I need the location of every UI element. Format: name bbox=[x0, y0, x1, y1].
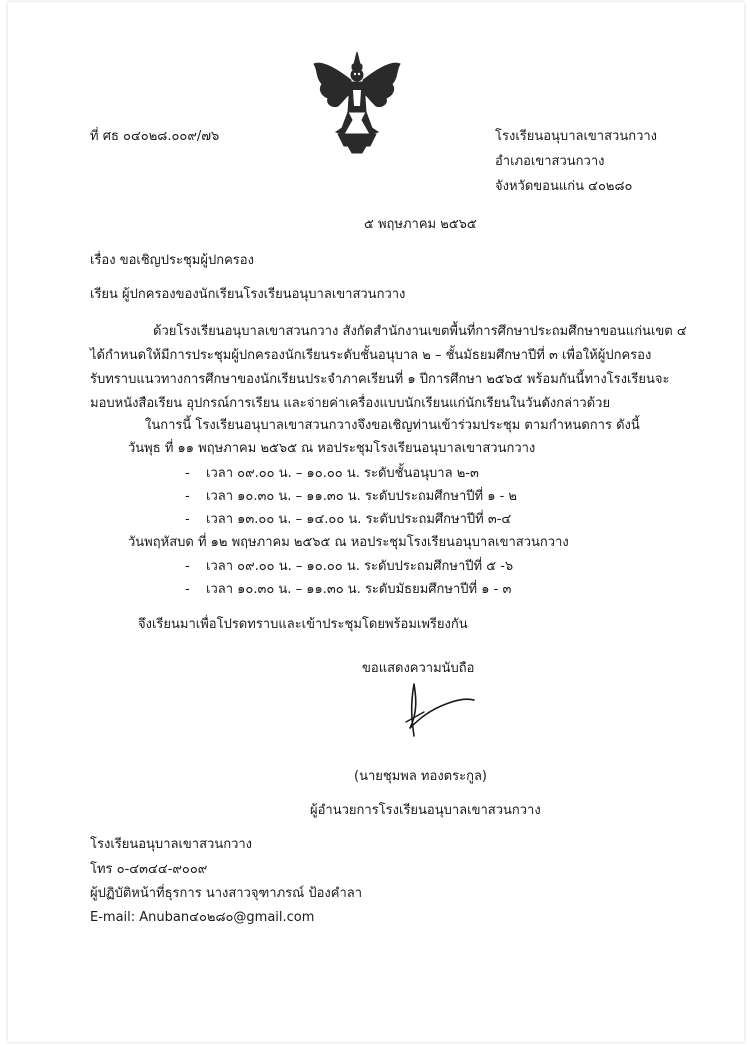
schedule-day2-item: เวลา ๐๙.๐๐ น. – ๑๐.๐๐ น. ระดับประถมศึกษาปีที่ ๕ -๖ bbox=[206, 559, 514, 574]
schedule-day1-item: เวลา ๐๙.๐๐ น. – ๑๐.๐๐ น. ระดับชั้นอนุบาล ๒-๓ bbox=[206, 466, 479, 481]
sender-school: โรงเรียนอนุบาลเขาสวนกวาง bbox=[495, 129, 658, 144]
body-para1-line1: ด้วยโรงเรียนอนุบาลเขาสวนกวาง สังกัดสำนักงานเขตพื้นที่การศึกษาประถมศึกษาขอนแก่นเขต ๔ bbox=[153, 324, 687, 339]
letter-page bbox=[8, 2, 744, 1042]
signatory-position: ผู้อำนวยการโรงเรียนอนุบาลเขาสวนกวาง bbox=[310, 803, 541, 818]
schedule-day1-item: เวลา ๑๓.๐๐ น. – ๑๔.๐๐ น. ระดับประถมศึกษาปีที่ ๓-๔ bbox=[206, 512, 512, 527]
body-para2: ในการนี้ โรงเรียนอนุบาลเขาสวนกวางจึงขอเชิญท่านเข้าร่วมประชุม ตามกำหนดการ ดังนี้ bbox=[145, 418, 640, 433]
schedule-day2-item: เวลา ๑๐.๓๐ น. – ๑๑.๓๐ น. ระดับมัธยมศึกษาปีที่ ๑ - ๓ bbox=[206, 582, 512, 597]
bullet-marker: - bbox=[185, 512, 190, 527]
closing-salutation: ขอแสดงความนับถือ bbox=[362, 661, 475, 676]
closing-paragraph: จึงเรียนมาเพื่อโปรดทราบและเข้าประชุมโดยพร้อมเพรียงกัน bbox=[138, 617, 468, 632]
garuda-emblem-icon bbox=[308, 50, 406, 154]
reference-number: ที่ ศธ ๐๔๐๒๘.๐๐๙/๗๖ bbox=[90, 129, 220, 144]
bullet-marker: - bbox=[185, 582, 190, 597]
letter-recipient: เรียน ผู้ปกครองของนักเรียนโรงเรียนอนุบาลเขาสวนกวาง bbox=[90, 287, 406, 302]
schedule-day1-item: เวลา ๑๐.๓๐ น. – ๑๑.๓๐ น. ระดับประถมศึกษาปีที่ ๑ - ๒ bbox=[206, 489, 517, 504]
letter-subject: เรื่อง ขอเชิญประชุมผู้ปกครอง bbox=[90, 253, 254, 268]
letter-date: ๕ พฤษภาคม ๒๕๖๕ bbox=[364, 217, 477, 232]
sender-province: จังหวัดขอนแก่น ๔๐๒๘๐ bbox=[495, 179, 633, 194]
schedule-day2: วันพฤหัสบด ที่ ๑๒ พฤษภาคม ๒๕๖๕ ณ หอประชุมโรงเรียนอนุบาลเขาสวนกวาง bbox=[128, 535, 569, 550]
bullet-marker: - bbox=[185, 489, 190, 504]
sender-district: อำเภอเขาสวนกวาง bbox=[495, 154, 605, 169]
body-para1-line2: ได้กำหนดให้มีการประชุมผู้ปกครองนักเรียนระดับชั้นอนุบาล ๒ – ชั้นมัธยมศึกษาปีที่ ๓ เพื่อให้ผู้ปกครอง bbox=[90, 348, 652, 363]
signatory-name: (นายชุมพล ทองตระกูล) bbox=[354, 769, 487, 784]
footer-email: E-mail: Anuban๔๐๒๘๐@gmail.com bbox=[90, 910, 315, 925]
body-para1-line4: มอบหนังสือเรียน อุปกรณ์การเรียน และจ่ายค่าเครื่องแบบนักเรียนแก่นักเรียนในวันดังกล่าวด้วย bbox=[90, 396, 611, 411]
bullet-marker: - bbox=[185, 559, 190, 574]
footer-phone: โทร ๐-๔๓๔๔-๙๐๐๙ bbox=[90, 862, 208, 877]
body-para1-line3: รับทราบแนวทางการศึกษาของนักเรียนประจำภาคเรียนที่ ๑ ปีการศึกษา ๒๕๖๕ พร้อมกันนี้ทางโรงเรียนจะ bbox=[90, 372, 670, 387]
bullet-marker: - bbox=[185, 466, 190, 481]
footer-officer: ผู้ปฏิบัติหน้าที่ธุรการ นางสาวจุฑาภรณ์ ป้องคำลา bbox=[90, 886, 363, 901]
footer-school: โรงเรียนอนุบาลเขาสวนกวาง bbox=[90, 837, 253, 852]
schedule-day1: วันพุธ ที่ ๑๑ พฤษภาคม ๒๕๖๕ ณ หอประชุมโรงเรียนอนุบาลเขาสวนกวาง bbox=[128, 441, 536, 456]
signature-icon bbox=[400, 678, 480, 738]
